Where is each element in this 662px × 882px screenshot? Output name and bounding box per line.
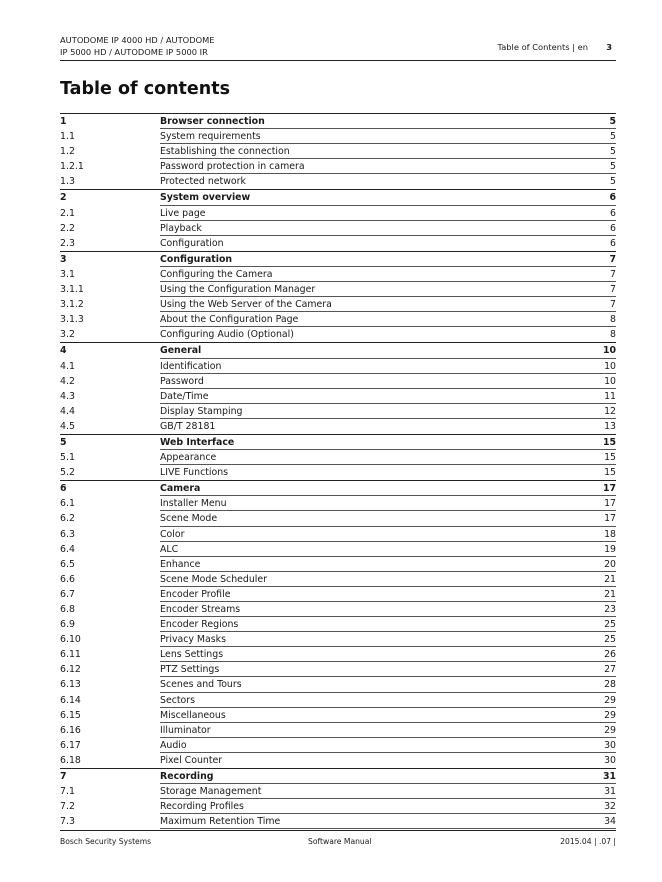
toc-entry-title[interactable]: General (160, 345, 202, 357)
toc-entry-number: 6.6 (60, 573, 75, 585)
toc-entry-number: 6.1 (60, 498, 75, 510)
footer-company: Bosch Security Systems (60, 837, 152, 846)
toc-entry-title[interactable]: PTZ Settings (160, 664, 220, 676)
toc-section-entry[interactable] (60, 129, 616, 144)
toc-entry-number: 3.1.3 (60, 314, 84, 326)
toc-entry-number: 7.2 (60, 801, 75, 813)
toc-entry-number: 1.2.1 (60, 161, 84, 173)
toc-entry-page[interactable]: 13 (604, 420, 616, 432)
toc-entry-page[interactable]: 10 (604, 360, 616, 372)
toc-entry-page[interactable]: 30 (604, 754, 616, 766)
toc-entry-number: 6.3 (60, 528, 75, 540)
toc-section-entry[interactable] (60, 542, 616, 557)
toc-entry-page[interactable]: 34 (604, 816, 616, 828)
toc-entry-number: 1.3 (60, 176, 75, 188)
page-title: Table of contents (60, 79, 231, 99)
toc-section-entry[interactable] (60, 602, 616, 617)
toc-entry-number: 6.4 (60, 543, 75, 555)
toc-entry-page[interactable]: 5 (610, 176, 616, 188)
toc-section-entry[interactable] (60, 647, 616, 662)
toc-section-entry[interactable] (60, 708, 616, 723)
toc-entry-number: 7 (60, 771, 67, 783)
toc-entry-number: 2 (60, 192, 67, 204)
toc-entry-page[interactable]: 5 (610, 131, 616, 143)
toc-entry-title[interactable]: Encoder Streams (160, 604, 241, 615)
toc-entry-page[interactable]: 27 (604, 664, 616, 676)
toc-section-entry[interactable] (60, 267, 616, 282)
toc-entry-page[interactable]: 20 (604, 558, 616, 570)
toc-entry-number: 6 (60, 483, 67, 495)
toc-entry-page[interactable]: 21 (604, 588, 616, 600)
toc-entry-page[interactable]: 6 (610, 222, 616, 234)
toc-section-entry[interactable] (60, 236, 616, 251)
toc-entry-title[interactable]: Date/Time (160, 390, 209, 402)
toc-entry-title[interactable]: System requirements (160, 131, 261, 143)
toc-entry-number: 4.1 (60, 360, 75, 372)
toc-section-entry[interactable] (60, 723, 616, 738)
toc-entry-title[interactable]: Protected network (160, 176, 246, 188)
toc-entry-number: 2.2 (60, 222, 75, 234)
toc-entry-title[interactable]: Using the Configuration Manager (160, 284, 316, 296)
toc-entry-page[interactable]: 32 (604, 801, 616, 813)
toc-entry-number: 3.1 (60, 268, 75, 280)
toc-entry-number: 6.8 (60, 604, 75, 615)
toc-entry-number: 4.4 (60, 405, 75, 417)
toc-section-entry[interactable] (60, 359, 616, 374)
toc-entry-page[interactable]: 25 (604, 619, 616, 631)
toc-section-entry[interactable] (60, 511, 616, 526)
header-section-title: Table of Contents | en (497, 42, 588, 52)
toc-section-entry[interactable] (60, 632, 616, 647)
toc-entry-number: 3.1.1 (60, 284, 84, 296)
toc-section-entry[interactable] (60, 174, 616, 189)
toc-entry-title[interactable]: Scene Mode Scheduler (160, 573, 268, 585)
toc-entry-page[interactable]: 29 (604, 724, 616, 736)
toc-entry-number: 6.5 (60, 558, 75, 570)
toc-entry-title[interactable]: Color (160, 528, 185, 540)
toc-entry-page[interactable]: 29 (604, 709, 616, 721)
toc-entry-title[interactable]: GB/T 28181 (160, 420, 216, 432)
toc-entry-number: 2.3 (60, 237, 75, 249)
toc-entry-page[interactable]: 26 (604, 649, 616, 661)
toc-entry-number: 1 (60, 116, 67, 127)
toc-entry-number: 2.1 (60, 207, 75, 219)
toc-entry-page[interactable]: 23 (604, 604, 616, 615)
toc-entry-page[interactable]: 31 (604, 786, 616, 798)
toc-section-entry[interactable] (60, 557, 616, 572)
toc-section-entry[interactable] (60, 389, 616, 404)
toc-entry-title[interactable]: About the Configuration Page (160, 314, 299, 326)
toc-entry-title[interactable]: Enhance (160, 558, 201, 570)
toc-entry-title[interactable]: Lens Settings (160, 649, 224, 661)
toc-section-entry[interactable] (60, 693, 616, 708)
toc-entry-page[interactable]: 7 (610, 284, 616, 296)
toc-chapter-entry[interactable] (60, 189, 616, 205)
toc-section-entry[interactable] (60, 617, 616, 632)
toc-chapter-entry[interactable] (60, 480, 616, 496)
toc-entry-title[interactable]: Pixel Counter (160, 754, 223, 766)
toc-entry-number: 6.17 (60, 739, 81, 751)
toc-entry-page[interactable]: 5 (609, 116, 616, 127)
toc-entry-number: 4 (60, 345, 67, 357)
toc-section-entry[interactable] (60, 159, 616, 174)
toc-section-entry[interactable] (60, 662, 616, 677)
toc-entry-title[interactable]: Browser connection (160, 116, 265, 127)
toc-entry-number: 1.2 (60, 146, 75, 158)
toc-entry-number: 3.2 (60, 329, 75, 341)
toc-entry-page[interactable]: 8 (610, 329, 616, 341)
toc-section-entry[interactable] (60, 465, 616, 480)
toc-entry-page[interactable]: 19 (604, 543, 616, 555)
toc-entry-page[interactable]: 6 (610, 237, 616, 249)
toc-chapter-entry[interactable] (60, 251, 616, 267)
toc-entry-page[interactable]: 31 (602, 771, 616, 783)
toc-section-entry[interactable] (60, 144, 616, 159)
table-of-contents (60, 113, 616, 829)
toc-entry-page[interactable]: 7 (610, 299, 616, 311)
toc-entry-title[interactable]: Sectors (160, 694, 196, 706)
toc-entry-title[interactable]: Live page (160, 207, 206, 219)
toc-entry-number: 7.3 (60, 816, 75, 828)
toc-entry-page[interactable]: 7 (610, 268, 616, 280)
toc-entry-page[interactable]: 10 (604, 375, 616, 387)
toc-entry-title[interactable]: Appearance (160, 452, 217, 464)
toc-entry-title[interactable]: Display Stamping (160, 405, 243, 417)
toc-section-entry[interactable] (60, 206, 616, 221)
toc-entry-title[interactable]: Password (160, 375, 204, 387)
toc-entry-number: 6.10 (60, 634, 81, 646)
toc-entry-page[interactable]: 28 (604, 679, 616, 691)
toc-entry-title[interactable]: Camera (160, 483, 201, 495)
toc-entry-page[interactable]: 25 (604, 634, 616, 646)
toc-entry-page[interactable]: 12 (604, 405, 616, 417)
toc-entry-title[interactable]: ALC (160, 543, 179, 555)
toc-entry-title[interactable]: Recording Profiles (160, 801, 244, 813)
toc-entry-title[interactable]: Installer Menu (160, 498, 227, 510)
toc-entry-page[interactable]: 5 (610, 161, 616, 173)
product-name (60, 34, 260, 58)
toc-section-entry[interactable] (60, 738, 616, 753)
toc-entry-title[interactable]: Miscellaneous (160, 709, 226, 721)
toc-entry-title[interactable]: Encoder Profile (160, 588, 231, 600)
toc-chapter-entry[interactable] (60, 434, 616, 450)
product-name-line-2: IP 5000 HD / AUTODOME IP 5000 IR (60, 47, 208, 57)
toc-entry-title[interactable]: Configuring the Camera (160, 268, 273, 280)
toc-section-entry[interactable] (60, 527, 616, 542)
toc-entry-page[interactable]: 17 (604, 498, 616, 510)
toc-entry-title[interactable]: Configuration (160, 253, 233, 265)
toc-entry-title[interactable]: Establishing the connection (160, 146, 290, 158)
footer-version: 2015.04 | .07 | (560, 837, 616, 846)
toc-section-entry[interactable] (60, 784, 616, 799)
toc-chapter-entry[interactable] (60, 113, 616, 129)
toc-entry-title[interactable]: Storage Management (160, 786, 262, 798)
page-footer (60, 830, 616, 851)
toc-entry-title[interactable]: Configuration (160, 237, 224, 249)
toc-entry-title[interactable]: Scenes and Tours (160, 679, 242, 691)
header-page-number: 3 (606, 42, 612, 52)
toc-entry-page[interactable]: 21 (604, 573, 616, 585)
toc-section-entry[interactable] (60, 297, 616, 312)
toc-entry-number: 5 (60, 436, 67, 448)
toc-entry-number: 1.1 (60, 131, 75, 143)
toc-entry-title[interactable]: Identification (160, 360, 222, 372)
toc-entry-page[interactable]: 11 (604, 390, 616, 402)
toc-entry-number: 5.1 (60, 452, 75, 464)
toc-entry-page[interactable]: 7 (609, 253, 616, 265)
toc-entry-number: 6.11 (60, 649, 81, 661)
toc-entry-page[interactable]: 18 (604, 528, 616, 540)
toc-entry-number: 6.13 (60, 679, 81, 691)
toc-section-entry[interactable] (60, 450, 616, 465)
toc-entry-number: 6.18 (60, 754, 81, 766)
toc-entry-page[interactable]: 30 (604, 739, 616, 751)
toc-section-entry[interactable] (60, 419, 616, 434)
toc-section-entry[interactable] (60, 221, 616, 236)
toc-entry-number: 4.5 (60, 420, 75, 432)
toc-entry-number: 6.2 (60, 513, 75, 525)
toc-chapter-entry[interactable] (60, 768, 616, 784)
toc-section-entry[interactable] (60, 572, 616, 587)
toc-entry-title[interactable]: Illuminator (160, 724, 211, 736)
toc-entry-title[interactable]: Encoder Regions (160, 619, 239, 631)
toc-chapter-entry[interactable] (60, 342, 616, 358)
toc-entry-title[interactable]: Scene Mode (160, 513, 218, 525)
toc-entry-number: 4.2 (60, 375, 75, 387)
toc-entry-title[interactable]: System overview (160, 192, 251, 204)
toc-entry-number: 7.1 (60, 786, 75, 798)
toc-section-entry[interactable] (60, 404, 616, 419)
toc-entry-number: 6.14 (60, 694, 81, 706)
toc-section-entry[interactable] (60, 799, 616, 814)
toc-entry-title[interactable]: Playback (160, 222, 202, 234)
toc-entry-number: 6.12 (60, 664, 81, 676)
toc-entry-number: 5.2 (60, 467, 75, 479)
toc-entry-number: 6.9 (60, 619, 75, 631)
toc-entry-title[interactable]: Privacy Masks (160, 634, 226, 646)
toc-entry-title[interactable]: Audio (160, 739, 187, 751)
toc-section-entry[interactable] (60, 496, 616, 511)
toc-entry-title[interactable]: LIVE Functions (160, 467, 229, 479)
footer-document-type: Software Manual (308, 837, 372, 846)
toc-entry-page[interactable]: 15 (602, 436, 616, 448)
toc-entry-page[interactable]: 8 (610, 314, 616, 326)
toc-section-entry[interactable] (60, 312, 616, 327)
toc-entry-title[interactable]: Maximum Retention Time (160, 816, 281, 828)
toc-section-entry[interactable] (60, 282, 616, 297)
toc-entry-page[interactable]: 29 (604, 694, 616, 706)
toc-entry-number: 6.7 (60, 588, 75, 600)
toc-entry-number: 4.3 (60, 390, 75, 402)
toc-section-entry[interactable] (60, 374, 616, 389)
toc-entry-page[interactable]: 5 (610, 146, 616, 158)
toc-section-entry[interactable] (60, 814, 616, 829)
toc-entry-title[interactable]: Using the Web Server of the Camera (160, 299, 332, 311)
toc-entry-page[interactable]: 15 (604, 452, 616, 464)
page-header (60, 34, 616, 61)
toc-entry-page[interactable]: 6 (609, 192, 616, 204)
toc-entry-page[interactable]: 10 (602, 345, 616, 357)
toc-section-entry[interactable] (60, 587, 616, 602)
toc-entry-title[interactable]: Web Interface (160, 436, 235, 448)
product-name-line-1: AUTODOME IP 4000 HD / AUTODOME (60, 35, 215, 45)
toc-entry-number: 6.16 (60, 724, 81, 736)
toc-entry-page[interactable]: 6 (610, 207, 616, 219)
toc-entry-number: 6.15 (60, 709, 81, 721)
toc-section-entry[interactable] (60, 753, 616, 768)
toc-entry-title[interactable]: Password protection in camera (160, 161, 305, 173)
toc-entry-page[interactable]: 17 (602, 483, 616, 495)
toc-entry-page[interactable]: 15 (604, 467, 616, 479)
toc-entry-number: 3.1.2 (60, 299, 84, 311)
toc-entry-title[interactable]: Configuring Audio (Optional) (160, 329, 294, 341)
toc-entry-page[interactable]: 17 (604, 513, 616, 525)
toc-section-entry[interactable] (60, 677, 616, 692)
toc-entry-number: 3 (60, 253, 67, 265)
toc-section-entry[interactable] (60, 327, 616, 342)
toc-entry-title[interactable]: Recording (160, 771, 214, 783)
